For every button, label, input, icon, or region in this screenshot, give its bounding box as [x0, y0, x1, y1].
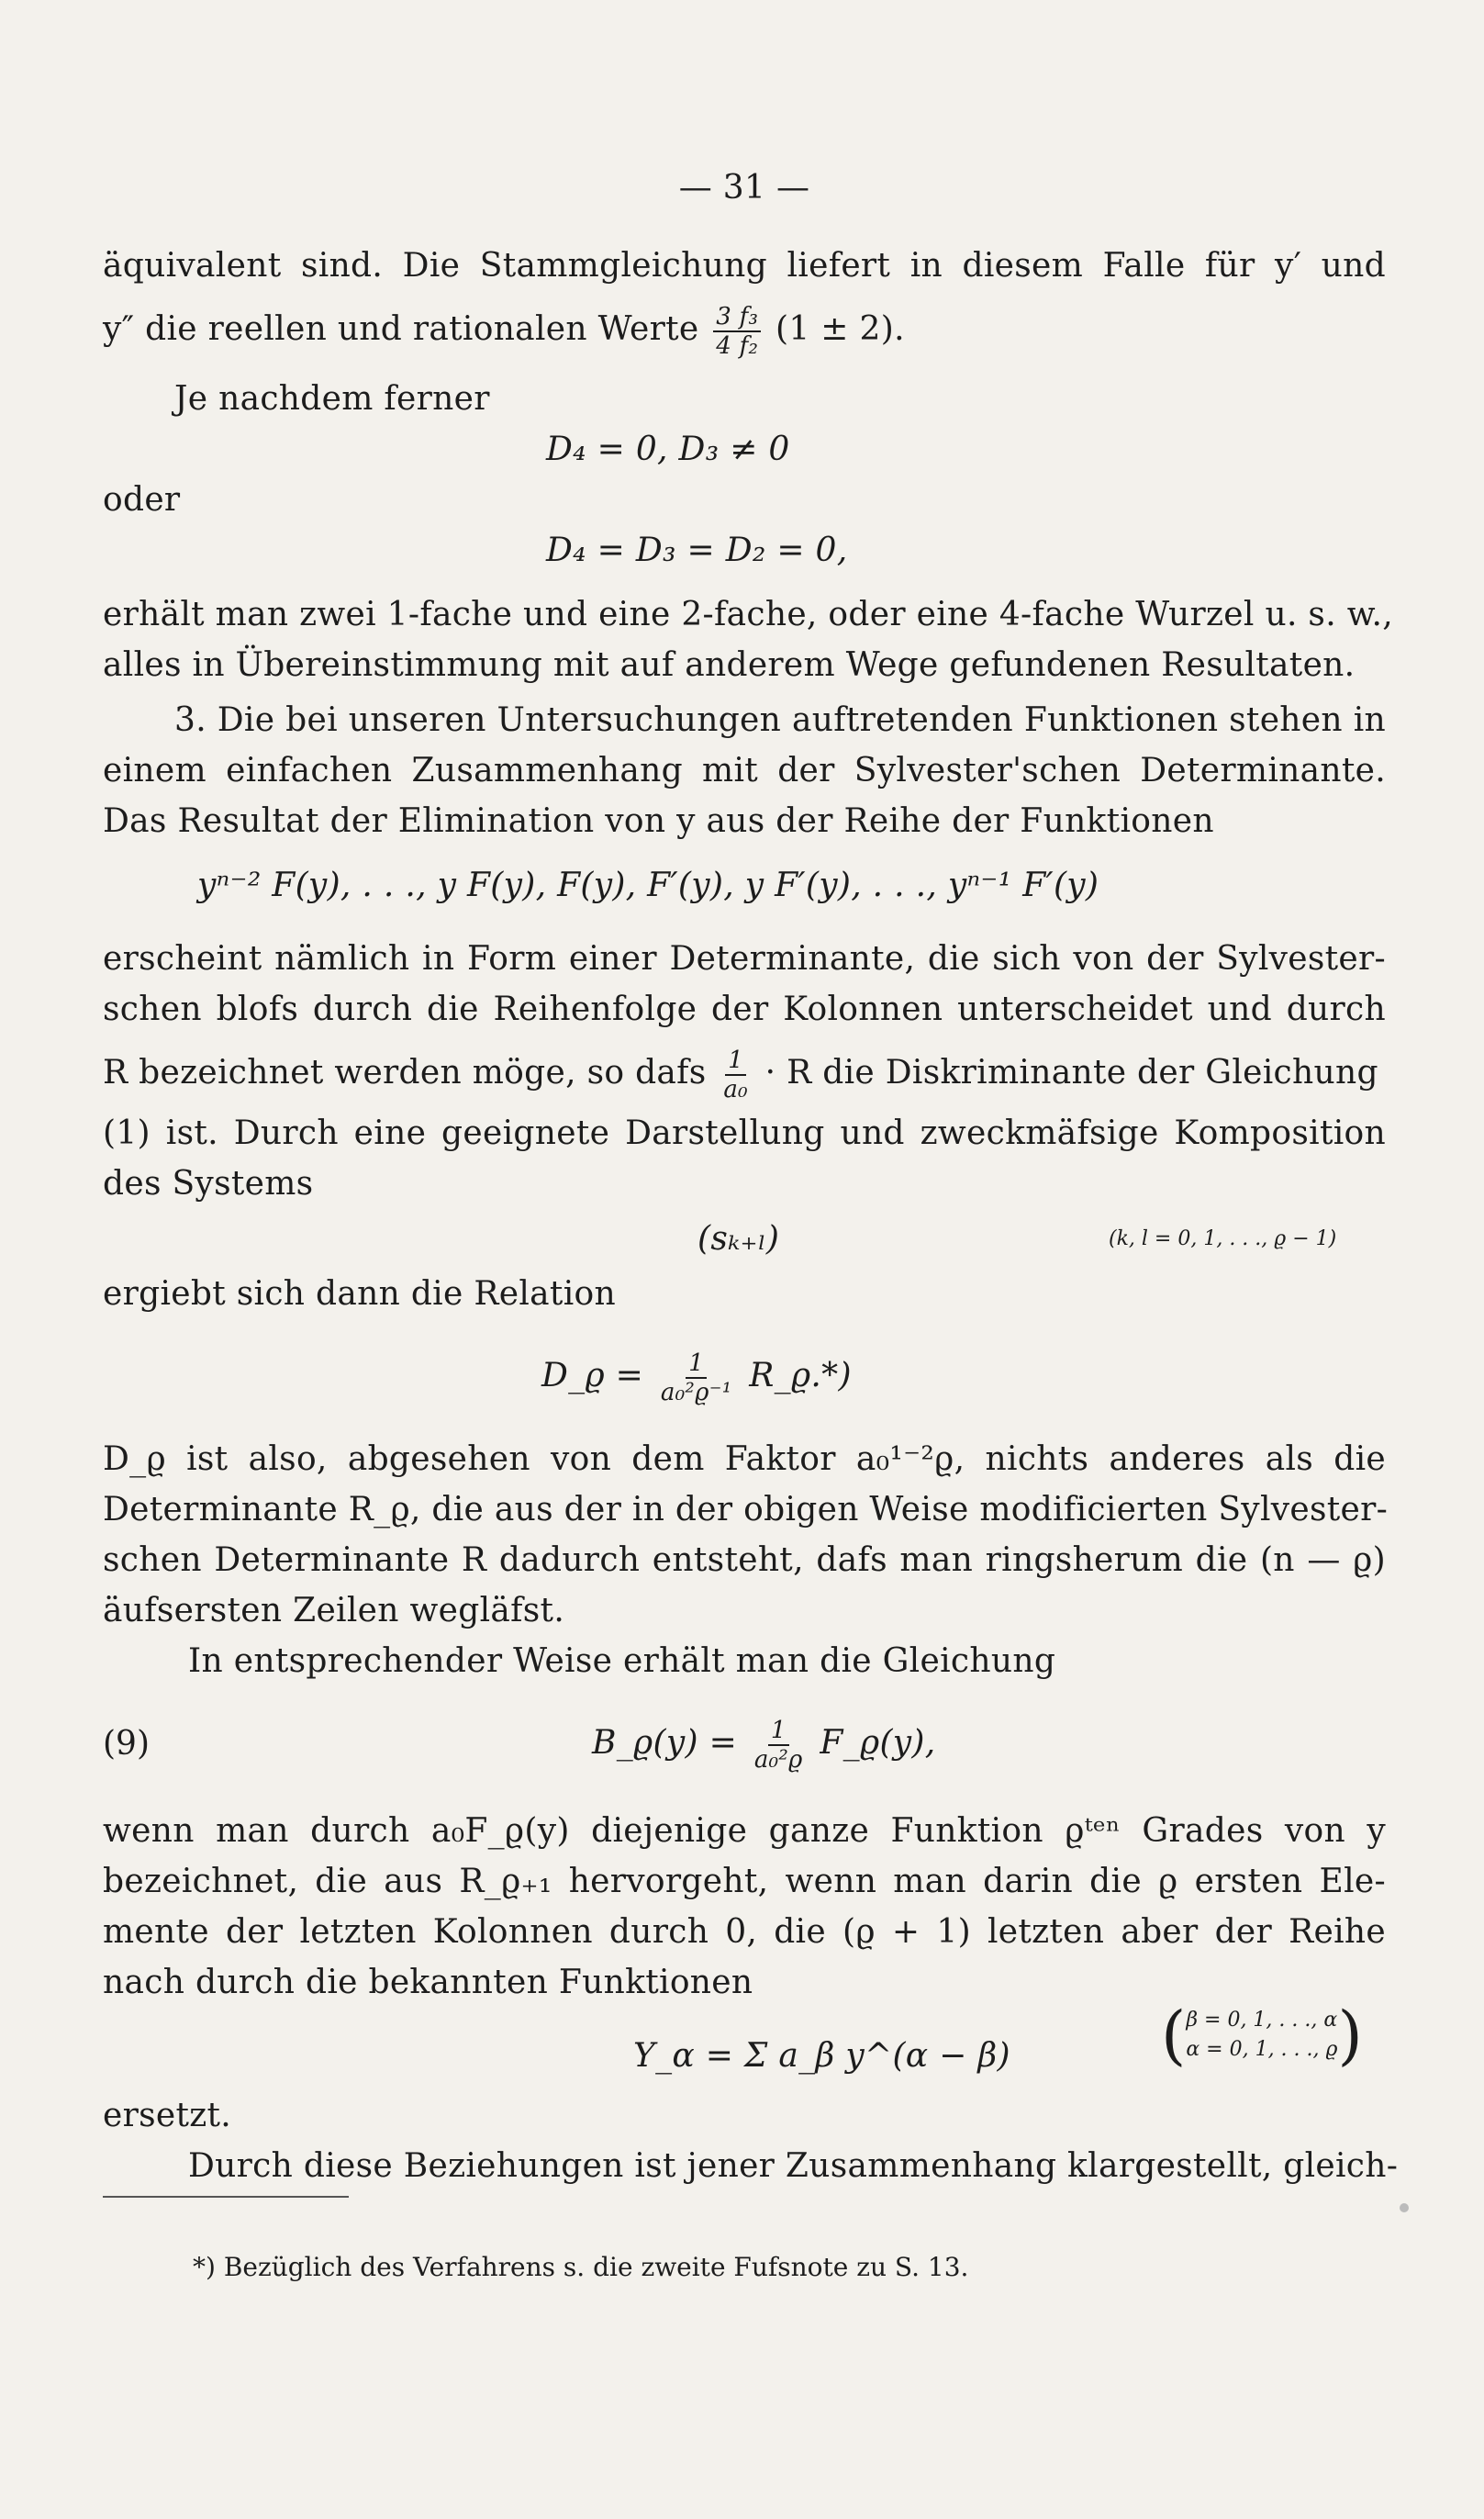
equation-9-left: B_ϱ(y) =: [592, 1724, 738, 1762]
text-line-2a: y″ die reellen und rationalen Werte: [103, 310, 699, 348]
condition-open-paren: (: [1161, 1998, 1187, 2073]
equation-9: [592, 1717, 1051, 1774]
fraction-numerator: 3 f₃: [713, 303, 761, 332]
text-line-23: mente der letzten Kolonnen durch 0, die (ϱ + 1) letzten aber der Reihe: [103, 1913, 1386, 1951]
paper-speck: [1400, 2203, 1409, 2212]
text-line-19: äufsersten Zeilen wegläfst.: [103, 1592, 565, 1629]
text-line-14: des Systems: [103, 1165, 314, 1203]
fraction-1-a0-power: [658, 1349, 735, 1406]
fraction-1-a0: [720, 1047, 751, 1103]
text-line-18: schen Determinante R dadurch entsteht, dafs man ringsherum die (n — ϱ): [103, 1541, 1386, 1579]
equation-number-9: (9): [103, 1725, 150, 1763]
text-line-26: Durch diese Beziehungen ist jener Zusammenhang klargestellt, gleich-: [188, 2147, 1399, 2185]
text-line-11: schen blofs durch die Reihenfolge der Kolonnen unterscheidet und durch: [103, 991, 1386, 1028]
condition-stack: [1186, 2006, 1337, 2065]
text-line-15: ergiebt sich dann die Relation: [103, 1275, 616, 1313]
equation-d4-d3-d2: D₄ = D₃ = D₂ = 0,: [546, 532, 848, 569]
text-line-12a: R bezeichnet werden möge, so dafs: [103, 1054, 707, 1092]
fraction-numerator: 1: [686, 1349, 707, 1379]
equation-relation: [541, 1349, 1000, 1406]
text-line-17: Determinante R_ϱ, die aus der in der obigen Weise modificierten Sylvester-: [103, 1491, 1389, 1528]
equation-relation-left: D_ϱ =: [541, 1357, 644, 1394]
footnote-divider: [103, 2196, 349, 2198]
fraction-1-a0-2rho: [752, 1717, 806, 1774]
fraction-numerator: 1: [768, 1717, 789, 1746]
text-line-12b: · R die Diskriminante der Gleichung: [764, 1054, 1378, 1092]
fraction-numerator: 1: [725, 1047, 746, 1076]
text-line-3: Je nachdem ferner: [174, 380, 490, 418]
text-line-16: D_ϱ ist also, abgesehen von dem Faktor a₀¹⁻²ϱ, nichts anderes als die: [103, 1440, 1386, 1478]
equation-system-s: (sₖ₊ₗ): [697, 1220, 780, 1258]
fraction-denominator: a₀: [723, 1076, 748, 1103]
equation-system-condition: (k, l = 0, 1, . . ., ϱ − 1): [1109, 1227, 1337, 1250]
equation-y-alpha: Y_α = Σ a_β y^(α − β): [633, 2037, 1010, 2075]
text-line-2b: (1 ± 2).: [775, 310, 905, 348]
condition-row-1: β = 0, 1, . . ., α: [1186, 2009, 1338, 2032]
text-line-25: ersetzt.: [103, 2097, 232, 2134]
text-line-oder: oder: [103, 481, 181, 519]
text-line-10: erscheint nämlich in Form einer Determinante, die sich von der Sylvester-: [103, 940, 1386, 978]
fraction-3f3-4f2: [713, 303, 761, 360]
text-line-2: [103, 303, 1386, 360]
footnote: *) Bezüglich des Verfahrens s. die zweite Fufsnote zu S. 13.: [193, 2252, 969, 2282]
equation-function-series: yⁿ⁻² F(y), . . ., y F(y), F(y), F′(y), y F′(y), . . ., yⁿ⁻¹ F′(y): [197, 867, 1099, 904]
text-line-8: einem einfachen Zusammenhang mit der Sylvester'schen Determinante.: [103, 752, 1386, 789]
text-line-21: wenn man durch a₀F_ϱ(y) diejenige ganze Funktion ϱᵗᵉⁿ Grades von y: [103, 1812, 1386, 1850]
equation-relation-right: R_ϱ.*): [749, 1357, 852, 1394]
text-line-24: nach durch die bekannten Funktionen: [103, 1964, 753, 2001]
text-line-22: bezeichnet, die aus R_ϱ₊₁ hervorgeht, wenn man darin die ϱ ersten Ele-: [103, 1863, 1386, 1900]
text-line-9: Das Resultat der Elimination von y aus der Reihe der Funktionen: [103, 802, 1214, 840]
text-line-5: erhält man zwei 1-fache und eine 2-fache, oder eine 4-fache Wurzel u. s. w.,: [103, 596, 1394, 633]
text-line-7: 3. Die bei unseren Untersuchungen auftretenden Funktionen stehen in: [174, 701, 1386, 739]
page-number: — 31 —: [678, 169, 810, 207]
fraction-denominator: a₀²ϱ: [753, 1746, 803, 1774]
text-line-1: äquivalent sind. Die Stammgleichung liefert in diesem Falle für y′ und: [103, 247, 1386, 285]
fraction-denominator: 4 f₂: [716, 332, 759, 360]
equation-y-alpha-condition: [1161, 1998, 1363, 2073]
condition-close-paren: ): [1337, 1998, 1363, 2073]
text-line-13: (1) ist. Durch eine geeignete Darstellung und zweckmäfsige Komposition: [103, 1114, 1386, 1152]
fraction-denominator: a₀²ϱ⁻¹: [660, 1379, 732, 1406]
equation-d4-d3: D₄ = 0, D₃ ≠ 0: [546, 431, 790, 468]
text-line-6: alles in Übereinstimmung mit auf anderem Wege gefundenen Resultaten.: [103, 646, 1356, 684]
text-line-12: [103, 1047, 1386, 1103]
condition-row-2: α = 0, 1, . . ., ϱ: [1186, 2038, 1338, 2061]
text-line-20: In entsprechender Weise erhält man die Gleichung: [188, 1642, 1056, 1680]
equation-9-right: F_ϱ(y),: [820, 1724, 936, 1762]
